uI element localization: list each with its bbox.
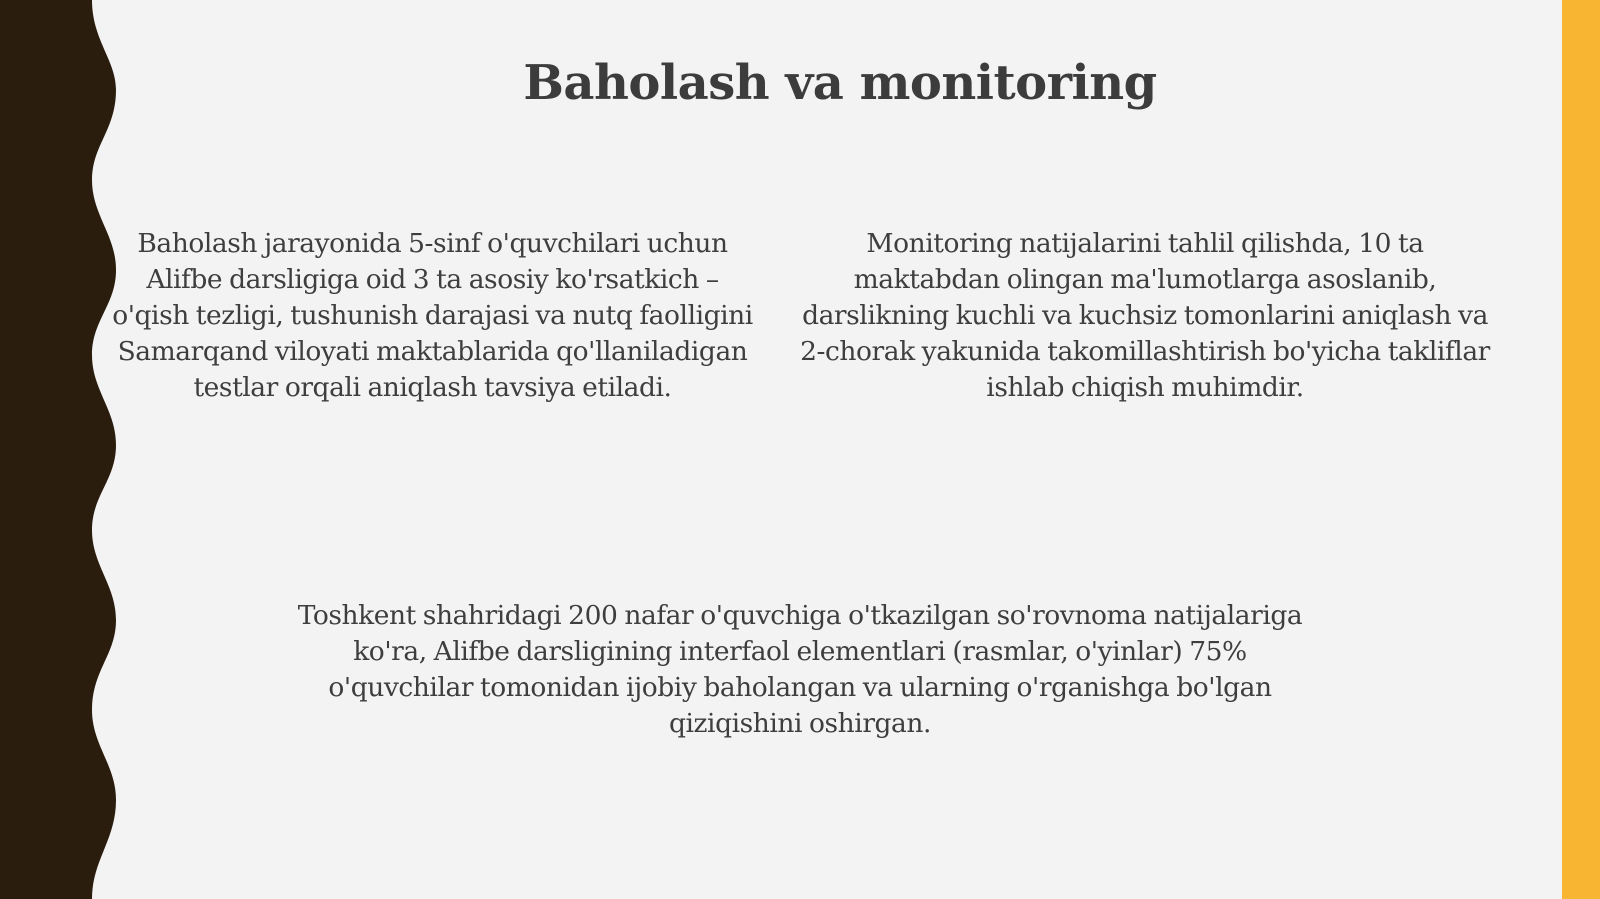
paragraph-survey: Toshkent shahridagi 200 nafar o'quvchiga o'tkazilgan so'rovnoma natijalariga ko'ra, Alifbe darsligining interfaol elementlari (rasmlar, o'yinlar) 75% o'quvchilar tomonidan ijobiy baholangan va ularning o'rganishga bo'lgan qiziqishini oshirgan.: [297, 600, 1303, 739]
right-accent-bar: [1562, 0, 1600, 899]
left-wave-decoration: [0, 0, 130, 899]
paragraph-assessment: Baholash jarayonida 5-sinf o'quvchilari uchun Alifbe darsligiga oid 3 ta asosiy ko'rsatkich – o'qish tezligi, tushunish darajasi va nutq faolligini Samarqand viloyati maktablarida qo'llaniladigan testlar orqali aniqlash tavsiya etiladi.: [112, 228, 753, 403]
slide-title: Baholash va monitoring: [523, 55, 1157, 111]
paragraph-monitoring: Monitoring natijalarini tahlil qilishda, 10 ta maktabdan olingan ma'lumotlarga asoslanib, darslikning kuchli va kuchsiz tomonlarini aniqlash va 2-chorak yakunida takomillashtirish bo'yicha takliflar ishlab chiqish muhimdir.: [800, 228, 1490, 403]
